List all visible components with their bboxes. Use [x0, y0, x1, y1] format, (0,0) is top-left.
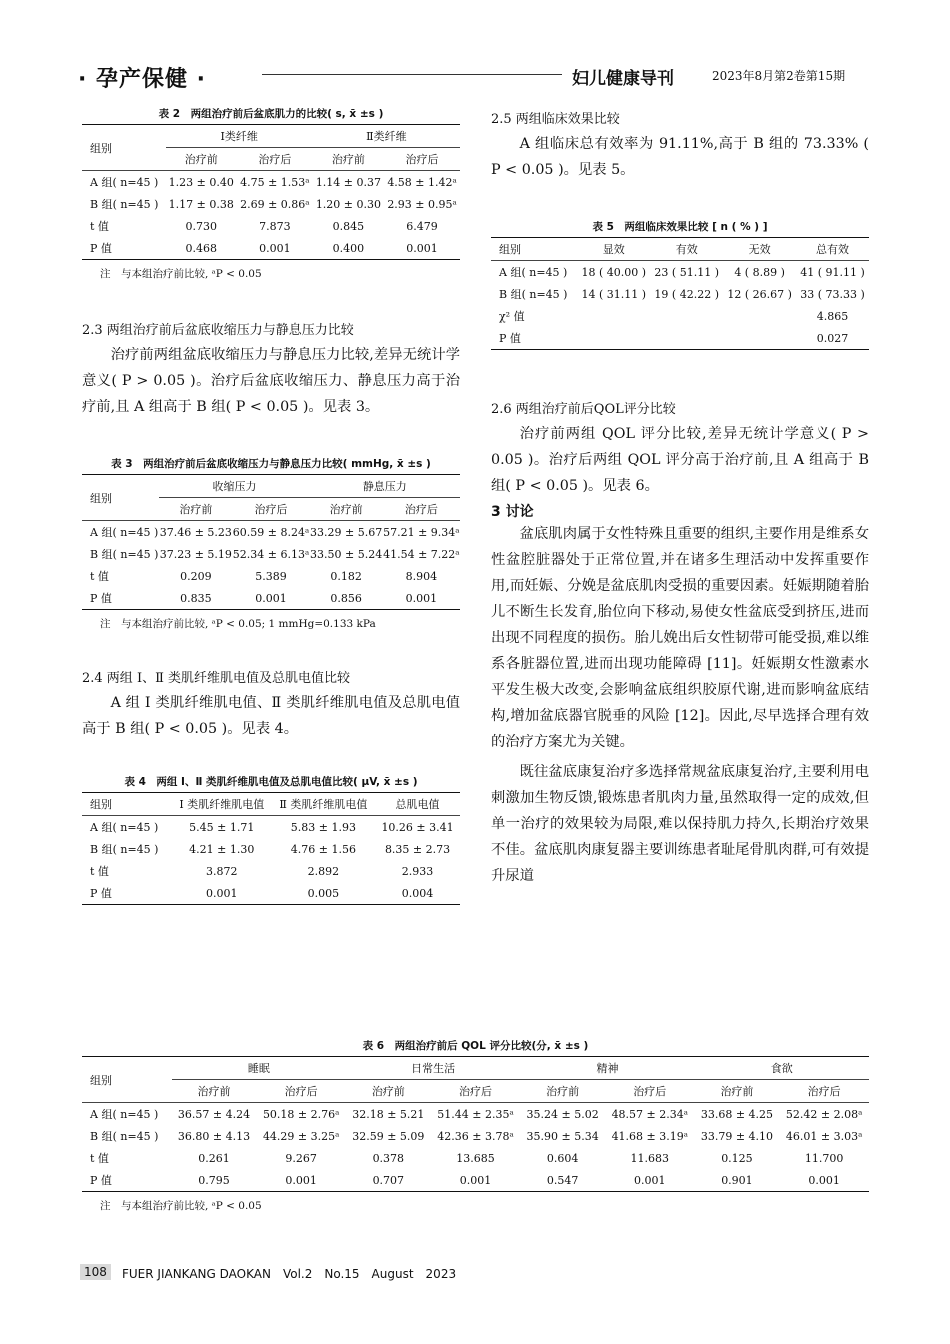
table-cell: t 值: [90, 1152, 109, 1165]
section-2-5-text: A 组临床总有效率为 91.11%,高于 B 组的 73.33% ( P < 0.05 )。见表 5。: [491, 136, 869, 178]
table-header: 总肌电值: [375, 793, 460, 816]
table-5: [491, 219, 869, 350]
table-cell: 1.20 ± 0.30: [315, 197, 382, 211]
section-2-3-text: 治疗前两组盆底收缩压力与静息压力比较,差异无统计学意义( P > 0.05 )。治疗后盆底收缩压力、静息压力高于治疗前,且 A 组高于 B 组( P < 0.05 )。见表 3。: [82, 347, 460, 415]
table-3-grid: [82, 474, 460, 610]
table-cell: B 组( n=45 ): [90, 843, 159, 856]
table-6-note: 注 与本组治疗前比较, ᵃP < 0.05: [100, 1200, 262, 1212]
section-3-paragraph-1: 盆底肌肉属于女性特殊且重要的组织,主要作用是维系女性盆腔脏器处于正常位置,并在诸多生理活动中发挥重要作用,而妊娠、分娩是盆底肌肉受损的重要因素。妊娠期随着胎儿不断生长发育,胎位向下移动,易使女性盆底受到挤压,进而出现不同程度的损伤。胎儿娩出后女性韧带可能受损,难以维系各脏器位置,进而出现功能障碍 [11]。妊娠期女性激素水平发生极大改变,会影响盆底组织胶原代谢,进而影响盆底结构,增加盆底器官脱垂的风险 [12]。因此,尽早选择合理有效的治疗方案尤为关键。: [491, 526, 869, 750]
table-cell: 41.68 ± 3.19ᵃ: [611, 1129, 688, 1143]
table-cell: 44.29 ± 3.25ᵃ: [262, 1129, 340, 1143]
table-cell: 2.93 ± 0.95ᵃ: [387, 197, 457, 211]
table-header: 无效: [723, 238, 796, 261]
table-header: 治疗后: [384, 148, 460, 171]
table-6-caption: 表 6 两组治疗前后 QOL 评分比较(分, x̄ ±s ): [362, 1040, 589, 1052]
table-row: [491, 327, 869, 350]
section-3-title: 3 讨论: [491, 504, 534, 520]
table-header: 日常生活: [346, 1057, 520, 1080]
section-2-3-title: 2.3 两组治疗前后盆底收缩压力与静息压力比较: [82, 323, 354, 338]
table-2: [82, 106, 460, 281]
table-cell: t 值: [90, 570, 109, 583]
table-row: [82, 838, 460, 860]
footer-journal-info: FUER JIANKANG DAOKAN Vol.2 No.15 August 2023: [122, 1267, 457, 1281]
table-cell: 4.21 ± 1.30: [189, 842, 255, 856]
table-5-caption: 表 5 两组临床效果比较 [ n ( % ) ]: [592, 221, 768, 233]
table-row: [82, 215, 460, 237]
table-cell: [577, 305, 650, 327]
table-header: Ⅰ 类肌纤维肌电值: [172, 793, 272, 816]
table-cell: 37.46 ± 5.23: [159, 525, 232, 539]
table-cell: 5.389: [255, 569, 287, 583]
table-header: 有效: [650, 238, 723, 261]
table-3-note: 注 与本组治疗前比较, ᵃP < 0.05; 1 mmHg=0.133 kPa: [100, 618, 376, 630]
table-cell: 37.23 ± 5.19: [159, 547, 232, 561]
table-cell: 0.547: [520, 1169, 605, 1192]
table-cell: χ² 值: [499, 310, 525, 323]
table-row: [82, 543, 460, 565]
table-cell: 11.700: [804, 1151, 844, 1165]
table-cell: 46.01 ± 3.03ᵃ: [785, 1129, 863, 1143]
table-header: 治疗前: [159, 498, 232, 521]
table-header: 治疗后: [605, 1080, 695, 1103]
table-6: [82, 1038, 869, 1213]
table-header: 组别: [491, 238, 577, 261]
table-cell: 0.001: [256, 1169, 346, 1192]
section-2-6-text: 治疗前两组 QOL 评分比较,差异无统计学意义( P > 0.05 )。治疗后两组 QOL 评分高于治疗前,且 A 组高于 B 组( P < 0.05 )。见表 6。: [491, 426, 869, 494]
table-cell: 23 ( 51.11 ): [654, 265, 719, 279]
table-cell: 33.68 ± 4.25: [700, 1107, 774, 1121]
table-cell: 0.378: [372, 1151, 405, 1165]
table-cell: 0.125: [721, 1151, 753, 1165]
table-header: 精神: [520, 1057, 694, 1080]
table-row: [82, 882, 460, 905]
table-cell: 0.468: [166, 237, 237, 260]
table-cell: 0.001: [605, 1169, 695, 1192]
table-cell: 0.001: [431, 1169, 521, 1192]
table-header: 组别: [82, 1057, 172, 1103]
table-cell: 52.34 ± 6.13ᵃ: [232, 547, 310, 561]
table-cell: 0.005: [272, 882, 375, 905]
table-cell: 35.90 ± 5.34: [526, 1129, 599, 1143]
table-cell: 12 ( 26.67 ): [727, 287, 792, 301]
table-cell: 0.001: [779, 1169, 869, 1192]
table-cell: [723, 305, 796, 327]
table-header: 治疗后: [779, 1080, 869, 1103]
table-4: [82, 774, 460, 905]
table-cell: 0.001: [232, 587, 309, 610]
table-header: 治疗后: [237, 148, 313, 171]
table-cell: A 组( n=45 ): [90, 526, 159, 539]
table-4-grid: [82, 792, 460, 905]
table-4-caption: 表 4 两组 Ⅰ、Ⅱ 类肌纤维肌电值及总肌电值比较( μV, x̄ ±s ): [124, 776, 418, 788]
table-cell: t 值: [90, 865, 109, 878]
table-cell: P 值: [82, 882, 172, 905]
table-cell: 0.027: [796, 327, 869, 350]
table-row: [82, 587, 460, 610]
table-cell: P 值: [82, 237, 166, 260]
table-header: 睡眠: [172, 1057, 346, 1080]
table-cell: 33.29 ± 5.67: [310, 525, 383, 539]
section-2-6-title: 2.6 两组治疗前后QOL评分比较: [491, 402, 676, 417]
table-cell: 10.26 ± 3.41: [381, 820, 454, 834]
table-cell: A 组( n=45 ): [90, 821, 159, 834]
table-header: 治疗后: [431, 1080, 521, 1103]
table-cell: A 组( n=45 ): [90, 176, 159, 189]
table-row: [82, 816, 460, 839]
section-2-4-title: 2.4 两组 Ⅰ、Ⅱ 类肌纤维肌电值及总肌电值比较: [82, 671, 351, 686]
table-cell: 51.44 ± 2.35ᵃ: [437, 1107, 514, 1121]
table-row: [82, 860, 460, 882]
table-3: [82, 456, 460, 631]
table-row: [491, 283, 869, 305]
table-cell: 41.54 ± 7.22ᵃ: [383, 547, 460, 561]
table-header: 治疗前: [166, 148, 237, 171]
table-5-grid: [491, 237, 869, 350]
table-header: 治疗后: [256, 1080, 346, 1103]
table-cell: A 组( n=45 ): [90, 1108, 159, 1121]
table-cell: 35.24 ± 5.02: [526, 1107, 599, 1121]
table-cell: P 值: [82, 587, 159, 610]
table-cell: 13.685: [456, 1151, 495, 1165]
table-header: 总有效: [796, 238, 869, 261]
table-row: [491, 305, 869, 327]
table-cell: 41 ( 91.11 ): [800, 265, 865, 279]
table-cell: 36.80 ± 4.13: [177, 1129, 251, 1143]
table-cell: 11.683: [630, 1151, 670, 1165]
table-cell: [650, 327, 723, 350]
table-2-caption: 表 2 两组治疗前后盆底肌力的比较( s, x̄ ±s ): [158, 108, 384, 120]
table-row: [82, 521, 460, 544]
table-cell: 33 ( 73.33 ): [800, 287, 865, 301]
page-number: 108: [80, 1264, 111, 1280]
table-header: 治疗前: [520, 1080, 605, 1103]
table-cell: B 组( n=45 ): [90, 198, 159, 211]
table-row: [82, 171, 460, 194]
table-cell: 4.75 ± 1.53ᵃ: [240, 175, 310, 189]
table-cell: 0.730: [185, 219, 217, 233]
table-header: 治疗前: [310, 498, 383, 521]
table-header: 收缩压力: [159, 475, 309, 498]
table-cell: 0.707: [346, 1169, 431, 1192]
table-cell: 14 ( 31.11 ): [581, 287, 647, 301]
table-header: 治疗前: [313, 148, 384, 171]
table-cell: 0.001: [172, 882, 272, 905]
table-cell: 0.209: [180, 569, 212, 583]
table-cell: 2.69 ± 0.86ᵃ: [240, 197, 310, 211]
table-row: [82, 1147, 869, 1169]
table-cell: 32.59 ± 5.09: [352, 1129, 425, 1143]
table-cell: 8.35 ± 2.73: [384, 842, 451, 856]
table-cell: B 组( n=45 ): [90, 1130, 159, 1143]
table-row: [82, 565, 460, 587]
table-header: 治疗后: [383, 498, 460, 521]
table-cell: 48.57 ± 2.34ᵃ: [611, 1107, 688, 1121]
table-cell: 19 ( 42.22 ): [654, 287, 719, 301]
table-cell: 4.58 ± 1.42ᵃ: [387, 175, 457, 189]
section-2-5-title: 2.5 两组临床效果比较: [491, 112, 620, 127]
table-cell: 36.57 ± 4.24: [177, 1107, 251, 1121]
table-cell: 0.845: [332, 219, 365, 233]
table-row: [82, 1103, 869, 1126]
table-cell: 52.42 ± 2.08ᵃ: [785, 1107, 863, 1121]
table-cell: 4.865: [816, 309, 849, 323]
section-label: · 孕产保健 ·: [78, 67, 207, 92]
table-cell: 7.873: [259, 219, 291, 233]
table-2-note: 注 与本组治疗前比较, ᵃP < 0.05: [100, 268, 262, 280]
table-cell: [577, 327, 650, 350]
table-3-caption: 表 3 两组治疗前后盆底收缩压力与静息压力比较( mmHg, x̄ ±s ): [111, 458, 431, 470]
table-cell: 0.604: [546, 1151, 579, 1165]
journal-name: 妇儿健康导刊: [572, 69, 674, 89]
table-cell: 60.59 ± 8.24ᵃ: [232, 525, 310, 539]
table-cell: B 组( n=45 ): [90, 548, 159, 561]
table-cell: t 值: [90, 220, 109, 233]
table-cell: 0.261: [198, 1151, 230, 1165]
table-cell: 5.83 ± 1.93: [290, 820, 356, 834]
table-cell: 0.835: [159, 587, 232, 610]
table-cell: 2.933: [401, 864, 434, 878]
table-cell: 4 ( 8.89 ): [734, 265, 785, 279]
table-row: [82, 193, 460, 215]
table-header: 食欲: [695, 1057, 869, 1080]
table-cell: 18 ( 40.00 ): [581, 265, 647, 279]
table-cell: 9.267: [285, 1151, 317, 1165]
table-cell: B 组( n=45 ): [499, 288, 568, 301]
table-cell: 0.001: [384, 237, 460, 260]
table-cell: 57.21 ± 9.34ᵃ: [383, 525, 460, 539]
table-cell: 1.23 ± 0.40: [168, 175, 234, 189]
table-header: 组别: [82, 793, 172, 816]
table-cell: 3.872: [206, 864, 238, 878]
table-header: 显效: [577, 238, 650, 261]
table-header: 组别: [82, 475, 159, 521]
table-header: Ⅱ 类肌纤维肌电值: [272, 793, 375, 816]
table-cell: 1.14 ± 0.37: [315, 175, 382, 189]
table-header: 组别: [82, 125, 166, 171]
table-cell: 32.18 ± 5.21: [352, 1107, 425, 1121]
table-header: Ⅰ类纤维: [166, 125, 313, 148]
table-cell: A 组( n=45 ): [499, 266, 568, 279]
table-cell: 4.76 ± 1.56: [290, 842, 356, 856]
table-cell: 0.901: [695, 1169, 780, 1192]
table-cell: 2.892: [307, 864, 340, 878]
section-3-paragraph-2: 既往盆底康复治疗多选择常规盆底康复治疗,主要利用电刺激加生物反馈,锻炼患者肌肉力量,虽然取得一定的成效,但单一治疗的效果较为局限,难以保持肌力持久,长期治疗效果不佳。盆底肌肉康复器主要训练患者耻尾骨肌肉群,可有效提升尿道: [491, 764, 869, 884]
table-cell: 0.795: [172, 1169, 257, 1192]
table-cell: 0.001: [237, 237, 313, 260]
table-cell: 0.400: [313, 237, 384, 260]
table-header: Ⅱ类纤维: [313, 125, 460, 148]
table-6-grid: [82, 1056, 869, 1192]
table-cell: [650, 305, 723, 327]
table-cell: 8.904: [405, 569, 438, 583]
table-cell: P 值: [82, 1169, 172, 1192]
table-row: [491, 261, 869, 284]
table-cell: 0.856: [310, 587, 383, 610]
table-cell: P 值: [491, 327, 577, 350]
table-cell: 42.36 ± 3.78ᵃ: [437, 1129, 514, 1143]
table-cell: 0.001: [383, 587, 460, 610]
table-row: [82, 1169, 869, 1192]
section-2-4-text: A 组 Ⅰ 类肌纤维肌电值、Ⅱ 类肌纤维肌电值及总肌电值高于 B 组( P < 0.05 )。见表 4。: [82, 695, 460, 737]
table-cell: 5.45 ± 1.71: [189, 820, 255, 834]
table-header: 治疗后: [232, 498, 309, 521]
table-header: 治疗前: [346, 1080, 431, 1103]
table-cell: [723, 327, 796, 350]
table-cell: 6.479: [406, 219, 438, 233]
issue-info: 2023年8月第2卷第15期: [712, 69, 846, 83]
table-header: 治疗前: [172, 1080, 257, 1103]
table-2-grid: [82, 124, 460, 260]
table-cell: 50.18 ± 2.76ᵃ: [262, 1107, 340, 1121]
header-rule: [262, 74, 562, 75]
table-cell: 0.182: [330, 569, 362, 583]
table-cell: 33.50 ± 5.24: [310, 547, 383, 561]
table-row: [82, 1125, 869, 1147]
table-row: [82, 237, 460, 260]
table-header: 静息压力: [310, 475, 460, 498]
table-header: 治疗前: [695, 1080, 780, 1103]
table-cell: 33.79 ± 4.10: [700, 1129, 774, 1143]
table-cell: 0.004: [375, 882, 460, 905]
table-cell: 1.17 ± 0.38: [168, 197, 234, 211]
